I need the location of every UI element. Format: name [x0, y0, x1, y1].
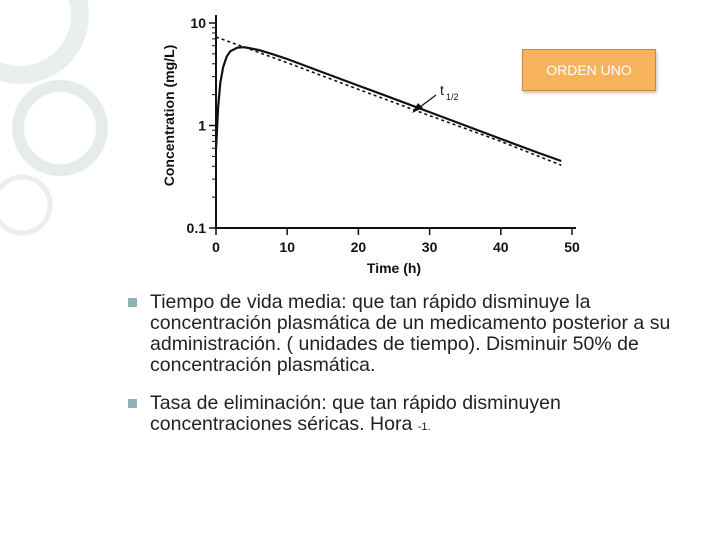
order-one-badge: ORDEN UNO — [522, 49, 656, 91]
y-tick-label: 0.1 — [186, 220, 206, 236]
half-life-arrowhead — [412, 103, 423, 113]
bullet-half-life — [128, 292, 708, 376]
bullet-elimination-rate-superscript: -1. — [417, 421, 431, 433]
series-line-absorption-elimination — [216, 47, 561, 161]
deco-circle-top — [0, 0, 80, 75]
chart-series — [216, 37, 561, 165]
bullet-marker — [128, 298, 137, 307]
bullet-list — [128, 292, 708, 455]
bullet-elimination-rate — [128, 393, 708, 438]
series-line-elimination-only — [216, 37, 561, 165]
bullet-marker — [128, 399, 137, 408]
deco-circle-small — [0, 177, 50, 233]
bullet-elimination-rate-text: Tasa de eliminación: que tan rápido disminuyen concentraciones séricas. Hora — [150, 392, 561, 435]
x-tick-label: 30 — [421, 239, 438, 255]
x-tick-label: 10 — [279, 239, 295, 255]
x-tick-label: 0 — [212, 239, 220, 255]
y-tick-label: 10 — [190, 15, 206, 31]
concentration-time-chart — [150, 0, 600, 290]
x-tick-label: 50 — [564, 239, 580, 255]
x-tick-label: 40 — [493, 239, 509, 255]
x-axis-label: Time (h) — [366, 260, 422, 276]
y-tick-label: 1 — [198, 117, 206, 134]
half-life-subscript: 1/2 — [446, 92, 459, 102]
y-axis-label: Concentration (mg/L) — [161, 44, 177, 187]
chart-axes — [209, 15, 576, 235]
x-tick-label: 20 — [350, 239, 367, 255]
deco-circle-middle — [18, 86, 102, 170]
decorative-circles — [0, 0, 170, 240]
half-life-label: t — [440, 82, 444, 98]
bullet-half-life-text: Tiempo de vida media: que tan rápido disminuye la concentración plasmática de un medicamento posterior a su administración. ( unidades de tiempo). Disminuir 50% de concentración plasmática. — [150, 291, 671, 376]
